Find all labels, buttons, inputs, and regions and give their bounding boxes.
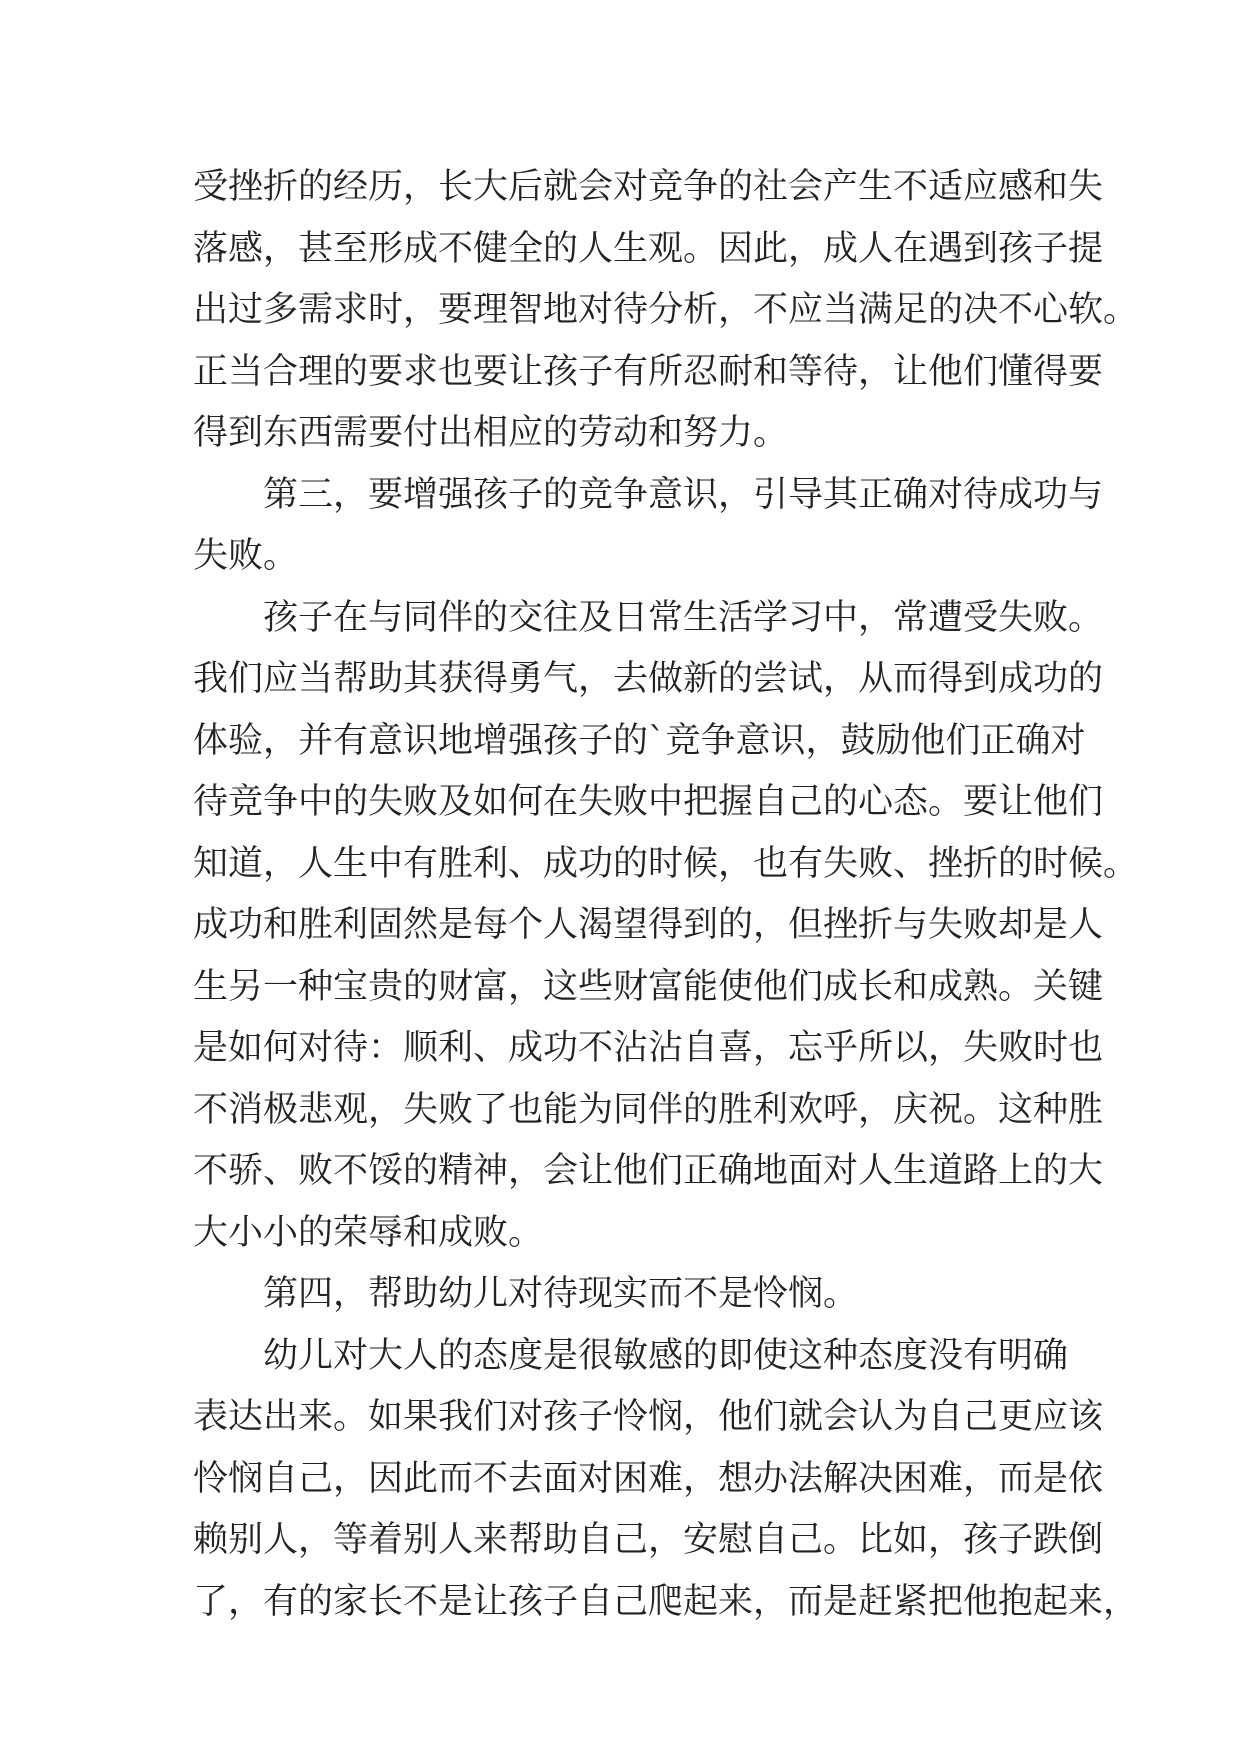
text-line: 第三，要增强孩子的竞争意识，引导其正确对待成功与: [263, 474, 1104, 515]
text-line: 不消极悲观，失败了也能为同伴的胜利欢呼，庆祝。这种胜: [193, 1089, 1104, 1130]
text-line: 表达出来。如果我们对孩子怜悯，他们就会认为自己更应该: [193, 1397, 1104, 1437]
text-line: 怜悯自己，因此而不去面对困难，想办法解决困难，而是依: [193, 1458, 1104, 1499]
text-line: 我们应当帮助其获得勇气，去做新的尝试，从而得到成功的: [193, 659, 1104, 699]
text-line: 受挫折的经历，长大后就会对竞争的社会产生不适应感和失: [193, 167, 1104, 207]
text-line: 失败。: [193, 536, 299, 576]
text-line: 得到东西需要付出相应的劳动和努力。: [193, 413, 789, 453]
body-text: [193, 157, 1139, 1633]
text-line: 大小小的荣辱和成败。: [193, 1212, 544, 1253]
text-line: 落感，甚至形成不健全的人生观。因此，成人在遇到孩子提: [193, 228, 1104, 269]
text-line: 幼儿对大人的态度是很敏感的即使这种态度没有明确: [263, 1335, 1069, 1376]
text-line: 不骄、败不馁的精神，会让他们正确地面对人生道路上的大: [193, 1151, 1104, 1191]
text-line: 体验，并有意识地增强孩子的`竞争意识，鼓励他们正确对: [193, 720, 1086, 761]
text-line: 孩子在与同伴的交往及日常生活学习中，常遭受失败。: [263, 597, 1104, 638]
text-line: 是如何对待：顺利、成功不沾沾自喜，忘乎所以，失败时也: [193, 1028, 1104, 1068]
text-line: 赖别人，等着别人来帮助自己，安慰自己。比如，孩子跌倒: [193, 1520, 1104, 1560]
text-line: 知道，人生中有胜利、成功的时候，也有失败、挫折的时候。: [193, 843, 1139, 884]
text-line: 成功和胜利固然是每个人渴望得到的，但挫折与失败却是人: [193, 905, 1104, 945]
text-line: 正当合理的要求也要让孩子有所忍耐和等待，让他们懂得要: [193, 351, 1104, 392]
text-line: 第四，帮助幼儿对待现实而不是怜悯。: [263, 1274, 859, 1314]
text-line: 待竞争中的失败及如何在失败中把握自己的心态。要让他们: [193, 782, 1104, 822]
text-line: 了，有的家长不是让孩子自己爬起来，而是赶紧把他抱起来，: [193, 1581, 1139, 1622]
text-line: 出过多需求时，要理智地对待分析，不应当满足的决不心软。: [193, 290, 1139, 330]
text-line: 生另一种宝贵的财富，这些财富能使他们成长和成熟。关键: [193, 966, 1104, 1007]
